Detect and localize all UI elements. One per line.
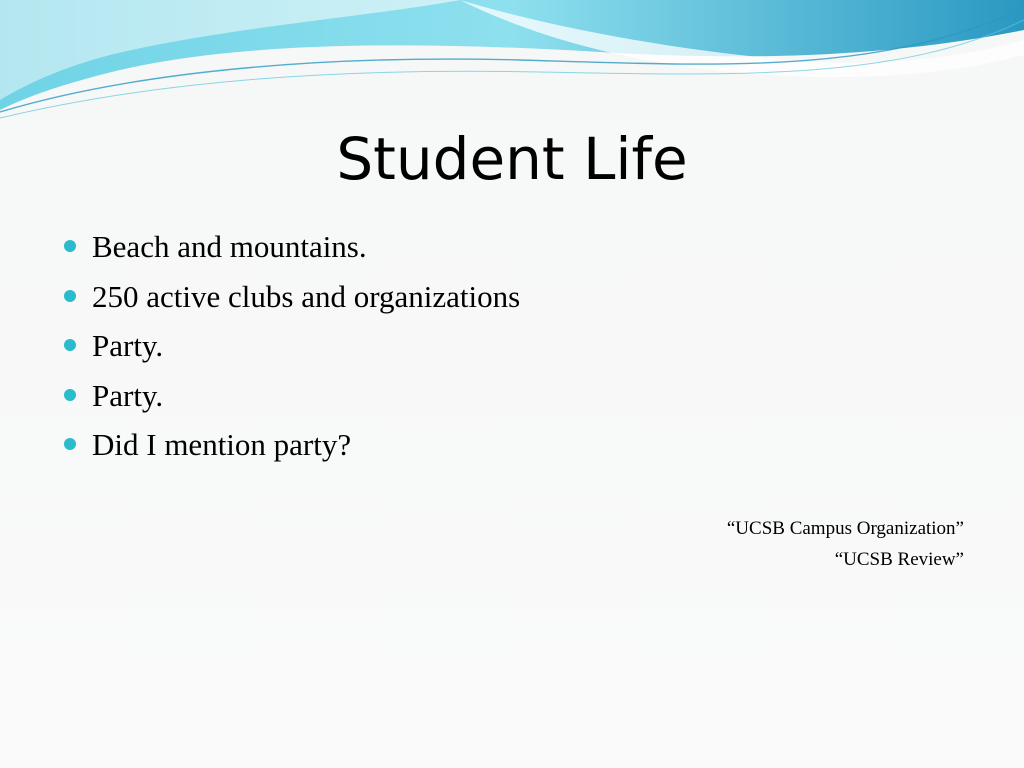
source-citation: “UCSB Campus Organization” [726, 518, 964, 539]
bullet-text: Party. [92, 328, 164, 363]
bullet-text: Party. [92, 377, 164, 413]
bullet-item [64, 272, 520, 322]
sources-block [727, 513, 964, 575]
header-wave-decoration [0, 0, 1024, 130]
slide-title: Student Life [336, 125, 688, 193]
bullet-item [64, 420, 520, 470]
bullet-item [64, 371, 520, 421]
bullet-item [64, 321, 520, 371]
bullet-dot-icon [64, 339, 76, 351]
bullet-dot-icon [64, 389, 76, 401]
source-citation: “UCSB Review” [834, 549, 964, 570]
bullet-text: 250 active clubs and organizations [92, 278, 521, 314]
bullet-item [64, 222, 520, 272]
bullet-dot-icon [64, 438, 76, 450]
bullet-text: Did I mention party? [92, 427, 352, 462]
bullet-list [64, 222, 520, 470]
bullet-dot-icon [64, 290, 76, 302]
bullet-text: Beach and mountains. [92, 229, 367, 264]
bullet-dot-icon [64, 240, 76, 252]
